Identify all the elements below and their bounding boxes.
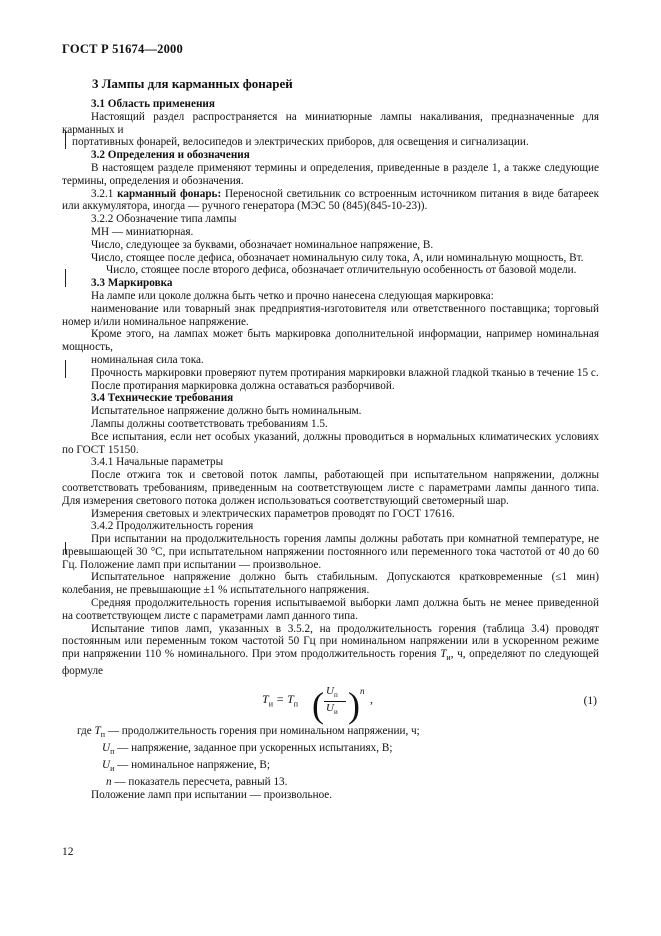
paragraph-tail: ч, определяют по следующей формуле [62,648,600,678]
paragraph: номинальная сила тока. [91,353,204,366]
paragraph: наименование или товарный знак предприятия-изготовителя или ответственного поставщика; торговый номер и/или номинальное напряжение. [62,302,599,328]
legend-line: $U_и$ — номинальное напряжение, В; [102,759,270,774]
paragraph: После отжига ток и световой поток лампы, работающей при испытательном напряжении, должны соответствовать требованиям, приведенным на соответствующем листе с параметрами лампы данного типа. Для измерения светового потока должен использоваться соответствующий светомерный шар. [62,469,599,507]
paragraph: После протирания маркировка должна оставаться разборчивой. [91,379,395,392]
paragraph: Кроме этого, на лампах может быть маркировка дополнительной информации, например номинальная мощность, [62,328,599,354]
defined-term: карманный фонарь: [117,187,222,200]
legend-text: — показатель пересчета, равный 13. [114,776,288,789]
page-number: 12 [62,846,74,858]
clause-heading: 3.4.2 Продолжительность горения [91,520,254,533]
paragraph: Положение ламп при испытании — произвольное. [91,788,333,801]
paren-right: ) [348,685,360,726]
formula-1: $T_и = T_п$ ( $U_п$ $U_и$ ) n , (1) [262,685,597,726]
paragraph: При испытании на продолжительность горения лампы должны работать при комнатной температуре, не превышающей 30 °С, при испытательном напряжении постоянного или переменного тока частотой от 40 до 60 Гц. Положение ламп при испытании — произвольное. [62,533,599,571]
paragraph: Настоящий раздел распространяется на миниатюрные лампы накаливания, предназначенные для карманных и [62,110,599,136]
clause-number: 3.2.1 [91,187,114,200]
subsection-title: 3.3 Маркировка [91,277,173,290]
formula-number: (1) [583,695,597,708]
document-header: ГОСТ Р 51674—2000 [62,42,183,56]
legend-line: где $T_п$ — продолжительность горения при номинальном напряжении, ч; [77,725,420,740]
paragraph: Испытание типов ламп, указанных в 3.5.2, на продолжительность горения (таблица 3.4) проводят постоянным или переменным током частотой 50 Гц при номинальном напряжении или в ускоренном режиме при напряжении 110 % номинального. При этом продолжительность горения $T_и$, ч, определяют по следующей формуле [62,622,600,678]
section-title: 3 Лампы для карманных фонарей [92,76,293,91]
paragraph: Число, стоящее после дефиса, обозначает номинальную силу тока, А, или номинальную мощность, Вт. [91,251,584,264]
clause-heading: 3.4.1 Начальные параметры [91,456,224,469]
subsection-title: 3.1 Область применения [91,98,215,110]
paragraph-text: Испытание типов ламп, указанных в 3.5.2, на продолжительность горения (таблица 3.4) проводят постоянным или переменным током частотой 50 Гц при номинальном напряжении или в ускоренном режиме при напряжении 110 % номинального. При этом продолжительность горения [62,622,599,661]
paragraph: Число, следующее за буквами, обозначает номинальное напряжение, В. [91,238,434,251]
paren-left: ( [312,685,324,726]
legend-line: n — показатель пересчета, равный 13. [106,776,288,789]
paragraph: Испытательное напряжение должно быть стабильным. Допускаются кратковременные (≤1 мин) колебания, не превышающие ±1 % испытательного напряжения. [62,571,599,597]
paragraph: Средняя продолжительность горения испытываемой выборки ламп должна быть не менее приведенной на соответствующем листе с параметрами ламп данного типа. [62,597,599,622]
legend-text: — продолжительность горения при номинальном напряжении, ч; [107,725,420,738]
paragraph: В настоящем разделе применяют термины и определения, приведенные в разделе 1, а также следующие термины, определения и обозначения. [62,161,599,187]
document-body [62,98,599,802]
paragraph: МН — миниатюрная. [91,225,194,238]
paragraph: Число, стоящее после второго дефиса, обозначает отличительную особенность от базовой модели. [106,264,577,277]
subsection-title: 3.4 Технические требования [91,392,234,405]
paragraph: На лампе или цоколе должна быть четко и прочно нанесена следующая маркировка: [91,289,494,302]
clause-heading: 3.2.2 Обозначение типа лампы [91,213,237,226]
paragraph: Все испытания, если нет особых указаний, должны проводиться в нормальных климатических условиях по ГОСТ 15150. [62,430,599,456]
definition-text: Переносной светильник со встроенным источником питания в виде батареек или аккумулятора, иногда — ручного генератора (МЭС 50 (845)(845-10-23)). [62,187,600,213]
paragraph: Прочность маркировки проверяют путем протирания маркировки влажной гладкой тканью в течение 15 с. [91,366,599,379]
definition [62,188,599,214]
paragraph [62,136,599,149]
paragraph: Испытательное напряжение должно быть номинальным. [91,405,362,418]
paragraph: Лампы должны соответствовать требованиям 1.5. [91,417,328,430]
legend-text: — номинальное напряжение, В; [117,759,270,772]
paragraph-continued: портативных фонарей, велосипедов и электрических приборов, для освещения и сигнализации. [72,136,529,149]
legend-text: — напряжение, заданное при ускоренных испытаниях, В; [117,742,393,755]
subsection-title: 3.2 Определения и обозначения [91,149,250,162]
paragraph: Измерения световых и электрических параметров проводят по ГОСТ 17616. [91,507,455,520]
legend-line: $U_п$ — напряжение, заданное при ускоренных испытаниях, В; [102,742,393,757]
formula-exponent: n [360,686,365,697]
